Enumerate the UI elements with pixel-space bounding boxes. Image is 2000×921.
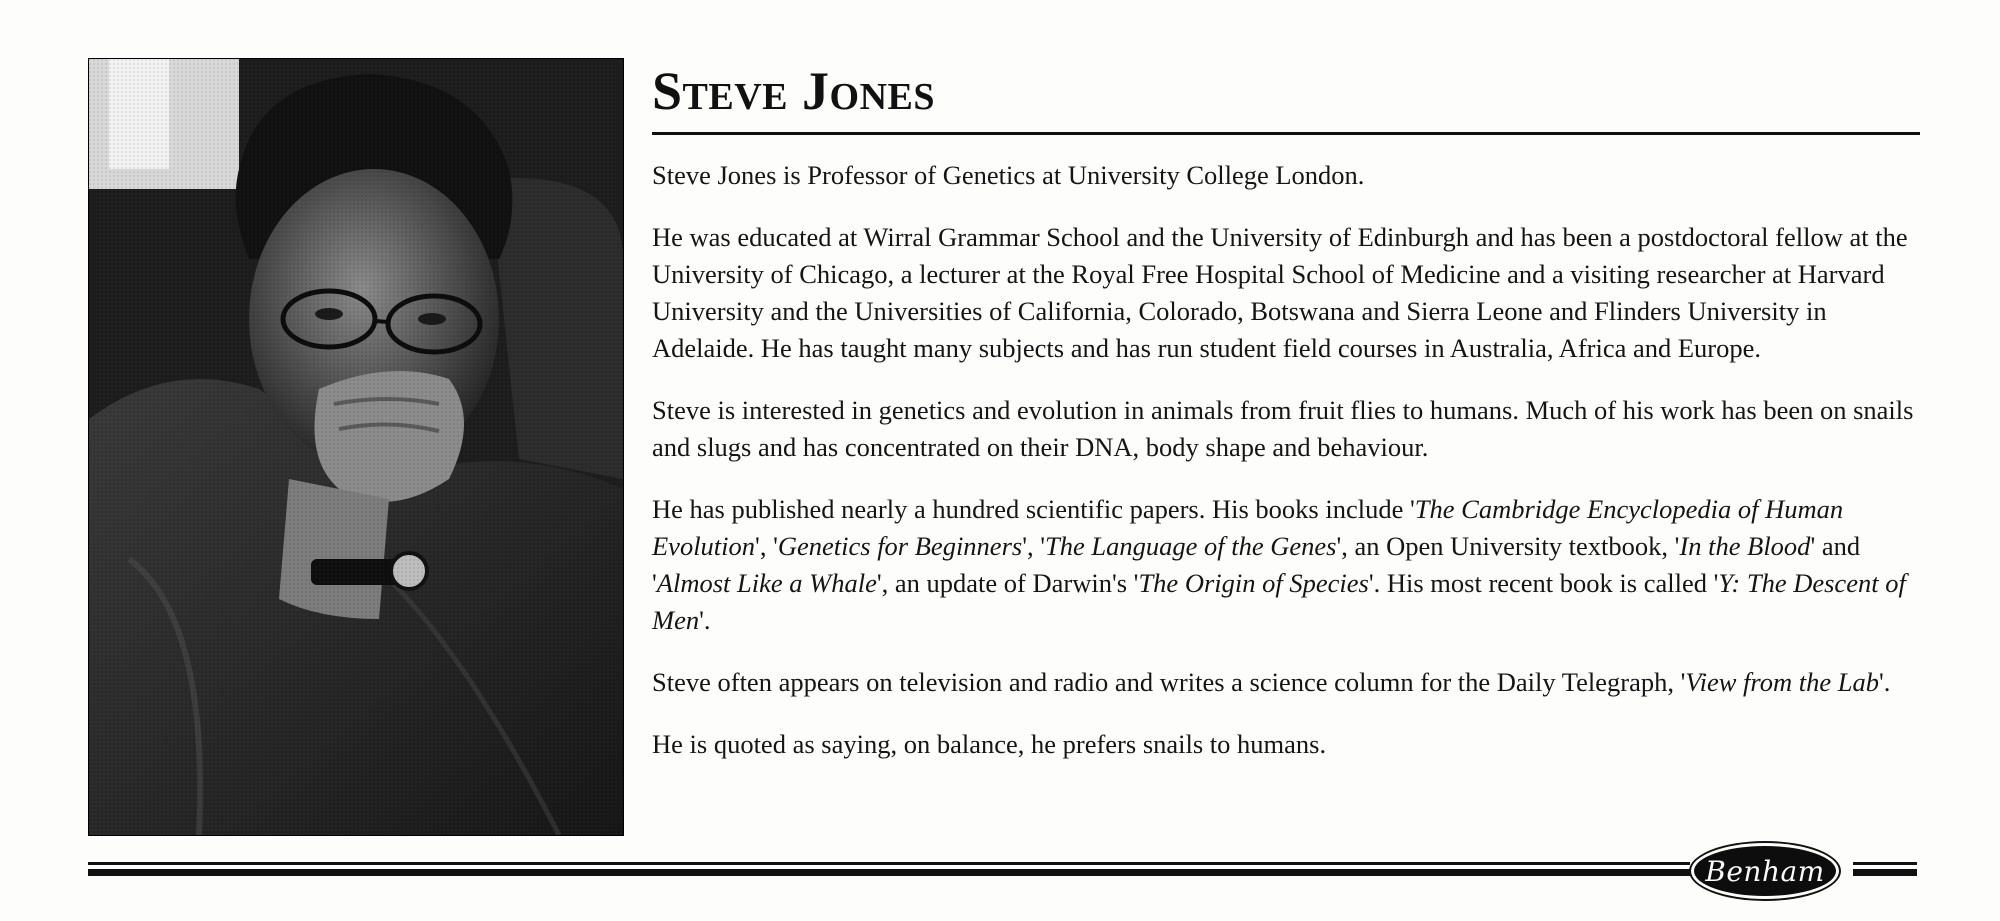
text-run: '. — [699, 605, 711, 635]
text-run: ', an Open University textbook, ' — [1336, 531, 1680, 561]
book-title: Genetics for Beginners — [777, 531, 1023, 561]
bio-paragraph-5 — [652, 664, 1920, 701]
bio-paragraph-1 — [652, 157, 1920, 194]
book-title: Almost Like a Whale — [656, 568, 877, 598]
text-run: ', an update of Darwin's ' — [876, 568, 1139, 598]
bio-paragraph-6 — [652, 726, 1920, 763]
text-run: '. His most recent book is called ' — [1368, 568, 1719, 598]
book-title: In the Blood — [1679, 531, 1811, 561]
book-title: The Origin of Species — [1138, 568, 1369, 598]
author-photo — [88, 58, 624, 836]
book-title: Y: The Descent of Men — [652, 568, 1906, 635]
logo-text: Benham — [1705, 854, 1825, 888]
biography — [652, 60, 1920, 788]
title-divider — [652, 132, 1920, 135]
text-run: Steve often appears on television and radio and writes a science column for the Daily Telegraph, ' — [652, 667, 1686, 697]
bio-paragraph-4 — [652, 491, 1920, 639]
book-title: The Language of the Genes — [1045, 531, 1337, 561]
text-run: He was educated at Wirral Grammar School and the University of Edinburgh and has been a postdoctoral fellow at the University of Chicago, a lecturer at the Royal Free Hospital School of Medicine and a visiting researcher at Harvard University and the Universities of California, Colorado, Botswana and Sierra Leone and Flinders University in Adelaide. He has taught many subjects and has run student field courses in Australia, Africa and Europe. — [652, 222, 1908, 363]
page-title: Steve Jones — [652, 61, 935, 121]
bio-paragraph-3 — [652, 392, 1920, 466]
text-run: ', ' — [1022, 531, 1046, 561]
text-run: ', ' — [755, 531, 778, 561]
book-title: View from the Lab — [1685, 667, 1879, 697]
footer-divider-end — [1853, 862, 1917, 876]
text-run: He has published nearly a hundred scientific papers. His books include ' — [652, 494, 1415, 524]
text-run: He is quoted as saying, on balance, he prefers snails to humans. — [652, 729, 1327, 759]
bio-paragraph-2 — [652, 219, 1920, 367]
footer-divider — [88, 862, 1690, 876]
benham-logo — [1694, 846, 1836, 896]
text-run: ' and ' — [652, 531, 1861, 598]
text-run: Steve Jones is Professor of Genetics at University College London. — [652, 160, 1365, 190]
text-run: '. — [1878, 667, 1891, 697]
text-run: Steve is interested in genetics and evolution in animals from fruit flies to humans. Much of his work has been on snails and slugs and has concentrated on their DNA, body shape and behaviour. — [652, 395, 1914, 462]
author-portrait-illustration — [89, 59, 623, 835]
book-title: The Cambridge Encyclopedia of Human Evolution — [652, 494, 1844, 561]
